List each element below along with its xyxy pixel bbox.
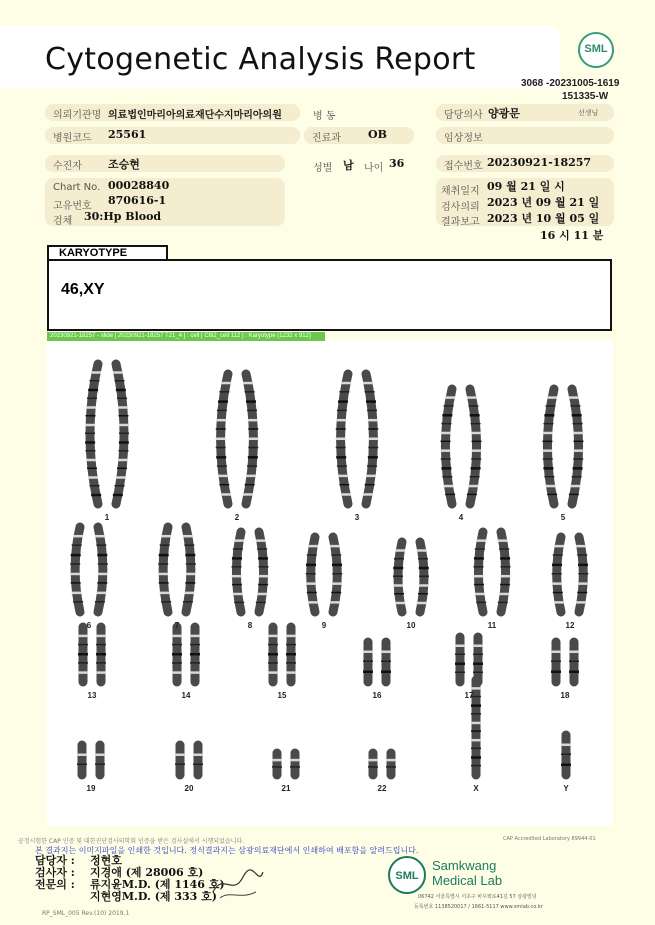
staff-label-1: 담당자 : (35, 854, 75, 867)
chromosome-pair-18 (551, 642, 579, 682)
chromosome-label-10: 10 (406, 621, 416, 630)
cap-accreditation: CAP Accredited Laboratory 89944-01 (503, 836, 596, 842)
brand-name: Samkwang Medical Lab (432, 858, 503, 888)
chromosome-label-16: 16 (372, 691, 382, 700)
chromosome-label-6: 6 (86, 621, 92, 630)
sex-value: 남 (343, 159, 354, 172)
staff-value-1: 정현호 (90, 854, 122, 867)
chromosome-label-5: 5 (560, 513, 566, 522)
staff-value-3: 류지윤M.D. (제 1146 호) (90, 878, 225, 891)
report-number-suffix: 151335-W (562, 91, 609, 102)
physician-value: 양광문 (488, 107, 520, 120)
chromosome-label-7: 7 (174, 621, 180, 630)
chromosome-label-4: 4 (458, 513, 464, 522)
chart-no-value: 00028840 (108, 179, 170, 192)
chromosome-label-12: 12 (565, 621, 575, 630)
age-value: 36 (389, 157, 405, 170)
karyogram-image (47, 341, 613, 826)
chromosome-label-3: 3 (354, 513, 360, 522)
karyotype-result-box (47, 259, 612, 331)
chromosome-pair-13 (78, 627, 106, 682)
reported-time: 16 시 11 분 (540, 229, 604, 242)
examinee-field: 수진자 (45, 155, 285, 172)
svg-text:SML: SML (395, 870, 419, 882)
chromosome-label-15: 15 (277, 691, 287, 700)
institution-value: 의료법인마리아의료재단수지마리아의원 (108, 110, 282, 121)
report-title: Cytogenetic Analysis Report (45, 42, 476, 77)
requested-label: 검사의뢰 (441, 202, 480, 213)
chromosome-pair-4 (440, 389, 481, 504)
chromosome-pair-21 (272, 753, 300, 775)
clinical-info-field: 임상정보 (436, 127, 614, 144)
chromosome-pair-10 (393, 542, 429, 612)
chromosome-pair-Y (561, 735, 571, 775)
department-field: 진료과 (304, 127, 414, 144)
chromosome-label-9: 9 (321, 621, 327, 630)
institution-field: 의뢰기관명 (45, 104, 300, 121)
chromosome-pair-22 (368, 753, 396, 775)
chromosome-pair-11 (473, 532, 510, 612)
hospital-code-field: 병원코드 (45, 127, 300, 144)
address-line-1: 06742 서울특별시 서초구 바우뫼로41길 57 삼광빌딩 (418, 894, 537, 900)
chromosome-label-13: 13 (87, 691, 97, 700)
chromosome-pair-6 (70, 527, 108, 612)
signature-image (208, 862, 268, 902)
karyotype-heading: KARYOTYPE (47, 245, 168, 260)
receipt-no-field: 접수번호 (436, 155, 614, 172)
chromosome-label-22: 22 (377, 784, 387, 793)
chromosome-pair-1 (85, 364, 129, 504)
chromosome-pair-15 (268, 627, 296, 682)
specimen-value: 30:Hp Blood (84, 210, 162, 223)
requested-value: 2023 년 09 월 21 일 (487, 196, 600, 209)
chromosome-pair-19 (77, 745, 105, 775)
collected-label: 채취일지 (441, 186, 480, 197)
specimen-label: 검체 (53, 216, 73, 227)
chromosome-label-X: X (473, 784, 479, 793)
physician-suffix: 선생님 (578, 109, 599, 117)
chromosome-label-21: 21 (281, 784, 291, 793)
collected-value: 09 월 21 일 시 (487, 180, 565, 193)
chromosome-pair-9 (306, 537, 343, 612)
chromosome-pair-7 (158, 527, 196, 612)
form-code: RP_SML_005 Rev.(10) 2019.1 (42, 910, 130, 917)
chromosome-pair-14 (172, 627, 200, 682)
chromosome-pair-8 (231, 532, 268, 612)
reported-label: 결과보고 (441, 217, 480, 228)
age-label: 나이 (364, 163, 384, 174)
department-value: OB (368, 128, 387, 141)
address-line-2: 등록번호 1138520017 / 1661-5117 www.smlab.co.kr (414, 904, 543, 910)
ward-label: 병 동 (313, 111, 336, 122)
chromosome-pair-16 (363, 642, 391, 682)
chromosome-label-1: 1 (104, 513, 110, 522)
print-notice: 본 결과지는 이미지파일을 인쇄한 것입니다. 정식결과지는 삼광의료재단에서 인쇄하여 배포함을 알려드립니다. (35, 846, 419, 855)
examinee-value: 조승현 (108, 158, 140, 171)
staff-value-2: 지경애 (제 28006 호) (90, 866, 204, 879)
chromosome-label-19: 19 (86, 784, 96, 793)
karyogram-caption: 20230921-18257 - slide [ 20230921-18257 T21_4 ] : cell [ C8i2_cell 112 ] : Karyotype (1232 x 912) (47, 332, 325, 341)
sex-label: 성별 (313, 163, 333, 174)
reported-value: 2023 년 10 월 05 일 (487, 212, 600, 225)
sml-logo-icon: SML (578, 32, 614, 68)
chromosome-label-17: 17 (464, 691, 474, 700)
report-number: 3068 -20231005-1619 (521, 78, 620, 89)
chromosome-pair-3 (336, 374, 379, 504)
karyotype-result: 46,XY (61, 281, 105, 298)
samkwang-logo-icon (387, 855, 427, 895)
staff-label-3: 전문의 : (35, 878, 75, 891)
chromosome-pair-2 (216, 374, 259, 504)
unique-no-label: 고유번호 (53, 201, 92, 212)
unique-no-value: 870616-1 (108, 194, 167, 207)
chromosome-label-8: 8 (247, 621, 253, 630)
chromosome-pair-20 (175, 745, 203, 775)
chromosome-label-14: 14 (181, 691, 191, 700)
chromosome-pair-5 (542, 389, 583, 504)
chromosome-pair-17 (455, 637, 483, 682)
chromosome-pair-12 (552, 537, 589, 612)
physician-field: 담당의사 (436, 104, 614, 121)
chromosome-label-2: 2 (234, 513, 240, 522)
chromosome-label-Y: Y (563, 784, 569, 793)
chromosome-label-20: 20 (184, 784, 194, 793)
chromosome-label-11: 11 (487, 621, 497, 630)
chart-no-label: Chart No. (53, 182, 101, 193)
chromosome-label-18: 18 (560, 691, 570, 700)
cap-note: 공정시험한 CAP 인증 및 대한진단검사의학회 인증을 받은 검사실에서 시행되었습니다. (18, 838, 245, 845)
staff-label-2: 검사자 : (35, 866, 75, 879)
staff-value-4: 지현영M.D. (제 333 호) (90, 890, 217, 903)
hospital-code-value: 25561 (108, 128, 147, 141)
receipt-no-value: 20230921-18257 (487, 156, 592, 169)
karyogram-svg (47, 341, 613, 826)
